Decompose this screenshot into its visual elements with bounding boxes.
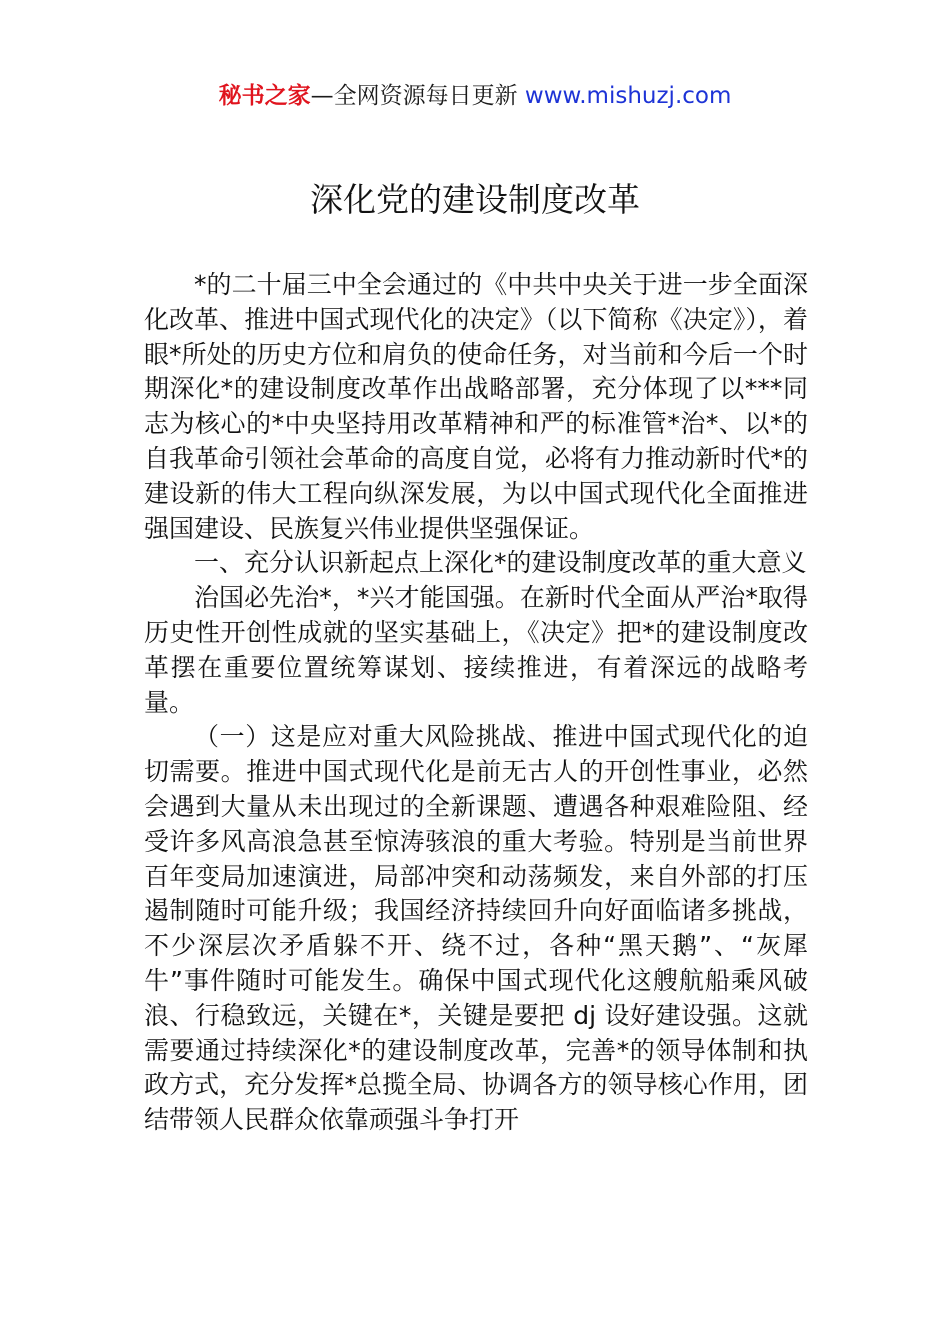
body-paragraph: （一）这是应对重大风险挑战、推进中国式现代化的迫切需要。推进中国式现代化是前无古人的开创性事业，必然会遇到大量从未出现过的全新课题、遭遇各种艰难险阻、经受许多风高浪急甚至惊涛骇浪的重大考验。特别是当前世界百年变局加速演进，局部冲突和动荡频发，来自外部的打压遏制随时可能升级；我国经济持续回升向好面临诸多挑战，不少深层次矛盾躲不开、绕不过，各种“黑天鹅”、“灰犀牛”事件随时可能发生。确保中国式现代化这艘航船乘风破浪、行稳致远，关键在*，关键是要把 dj 设好建设强。这就需要通过持续深化*的建设制度改革，完善*的领导体制和执政方式，充分发挥*总揽全局、协调各方的领导核心作用，团结带领人民群众依靠顽强斗争打开 [144,722,808,1135]
body-paragraph: *的二十届三中全会通过的《中共中央关于进一步全面深化改革、推进中国式现代化的决定》（以下简称《决定》），着眼*所处的历史方位和肩负的使命任务，对当前和今后一个时期深化*的建设制度改革作出战略部署，充分体现了以***同志为核心的*中央坚持用改革精神和严的标准管*治*、以*的自我革命引领社会革命的高度自觉，必将有力推动新时代*的建设新的伟大工程向纵深发展，为以中国式现代化全面推进强国建设、民族复兴伟业提供坚强保证。 [144,270,808,543]
body-paragraph: 治国必先治*，*兴才能国强。在新时代全面从严治*取得历史性开创性成就的坚实基础上，《决定》把*的建设制度改革摆在重要位置统筹谋划、接续推进，有着深远的战略考量。 [144,583,808,717]
document-body [144,268,808,1138]
site-brand: 秘书之家 [218,83,311,109]
site-tagline: —全网资源每日更新 [310,83,525,109]
section-heading: 一、充分认识新起点上深化*的建设制度改革的重大意义 [194,548,807,578]
site-url-link[interactable]: www.mishuzj.com [524,83,732,109]
document-title: 深化党的建设制度改革 [310,180,640,219]
site-header [0,78,950,114]
